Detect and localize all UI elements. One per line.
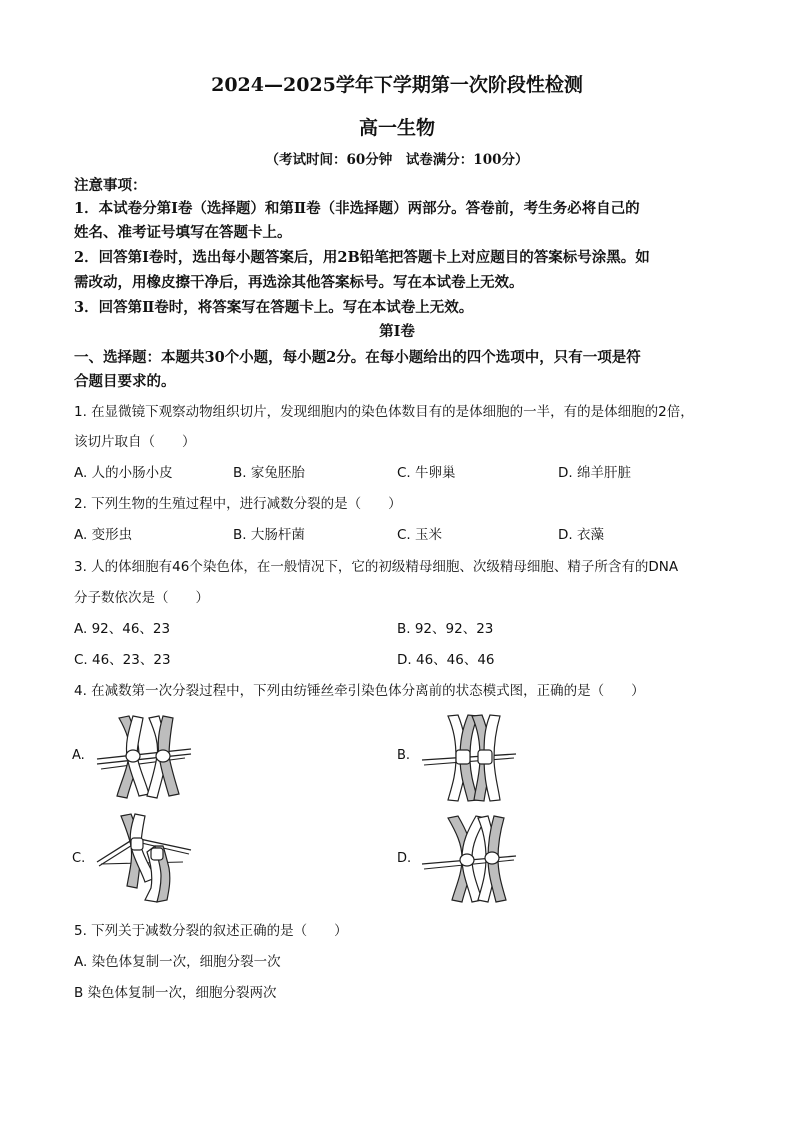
- question-stem: 1. 在显微镜下观察动物组织切片，发现细胞内的染色体数目有的是体细胞的一半，有的是体细胞的2倍，: [74, 404, 694, 420]
- chromosome-figure-a[interactable]: [95, 712, 195, 800]
- option-c: C. 牛卵巢: [397, 465, 456, 481]
- question-stem: 3. 人的体细胞有46个染色体，在一般情况下，它的初级精母细胞、次级精母细胞、精子所含有的DNA: [74, 559, 679, 575]
- option-d-label: D.: [397, 851, 412, 866]
- option-d: D. 衣藻: [558, 527, 604, 543]
- option-a: A. 92、46、23: [74, 621, 171, 637]
- section-title: 第Ⅰ卷: [379, 323, 415, 340]
- chromosome-figure-b[interactable]: [420, 712, 520, 804]
- note-line: 需改动，用橡皮擦干净后，再选涂其他答案标号。写在本试卷上无效。: [74, 274, 524, 291]
- exam-title: 2024—2025学年下学期第一次阶段性检测: [211, 74, 583, 96]
- note-line: 3．回答第Ⅱ卷时，将答案写在答题卡上。写在本试卷上无效。: [74, 299, 474, 316]
- option-d: D. 46、46、46: [397, 652, 495, 668]
- option-b-label: B.: [397, 748, 411, 763]
- option-a: A. 染色体复制一次，细胞分裂一次: [74, 954, 281, 970]
- question-stem: 4. 在减数第一次分裂过程中，下列由纺锤丝牵引染色体分离前的状态模式图，正确的是（ ）: [74, 683, 645, 699]
- chromosome-figure-c[interactable]: [95, 812, 195, 904]
- question-stem: 5. 下列关于减数分裂的叙述正确的是（ ）: [74, 923, 348, 939]
- note-line: 姓名、准考证号填写在答题卡上。: [74, 224, 292, 241]
- option-a-label: A.: [72, 748, 85, 763]
- chromosome-figure-d[interactable]: [420, 812, 520, 904]
- option-c: C. 玉米: [397, 527, 443, 543]
- option-c: C. 46、23、23: [74, 652, 171, 668]
- subject-title: 高一生物: [358, 117, 435, 139]
- note-line: 2．回答第Ⅰ卷时，选出每小题答案后，用2B铅笔把答题卡上对应题目的答案标号涂黑。如: [74, 249, 650, 266]
- option-b: B 染色体复制一次，细胞分裂两次: [74, 985, 277, 1001]
- option-a: A. 人的小肠小皮: [74, 465, 173, 481]
- option-b: B. 家兔胚胎: [233, 465, 305, 481]
- note-line: 1．本试卷分第Ⅰ卷（选择题）和第Ⅱ卷（非选择题）两部分。答卷前，考生务必将自己的: [74, 200, 640, 217]
- section-instruction: 一、选择题：本题共30个小题，每小题2分。在每小题给出的四个选项中，只有一项是符: [74, 349, 641, 366]
- notes-title: 注意事项：: [74, 177, 147, 194]
- option-b: B. 92、92、23: [397, 621, 494, 637]
- option-a: A. 变形虫: [74, 527, 133, 543]
- question-stem: 该切片取自（ ）: [74, 434, 196, 450]
- option-b: B. 大肠杆菌: [233, 527, 305, 543]
- question-stem: 2. 下列生物的生殖过程中，进行减数分裂的是（ ）: [74, 496, 402, 512]
- question-stem: 分子数依次是（ ）: [74, 590, 209, 606]
- option-c-label: C.: [72, 851, 86, 866]
- exam-info: （考试时间：60分钟 试卷满分：100分）: [265, 152, 529, 168]
- option-d: D. 绵羊肝脏: [558, 465, 631, 481]
- section-instruction: 合题目要求的。: [74, 373, 176, 390]
